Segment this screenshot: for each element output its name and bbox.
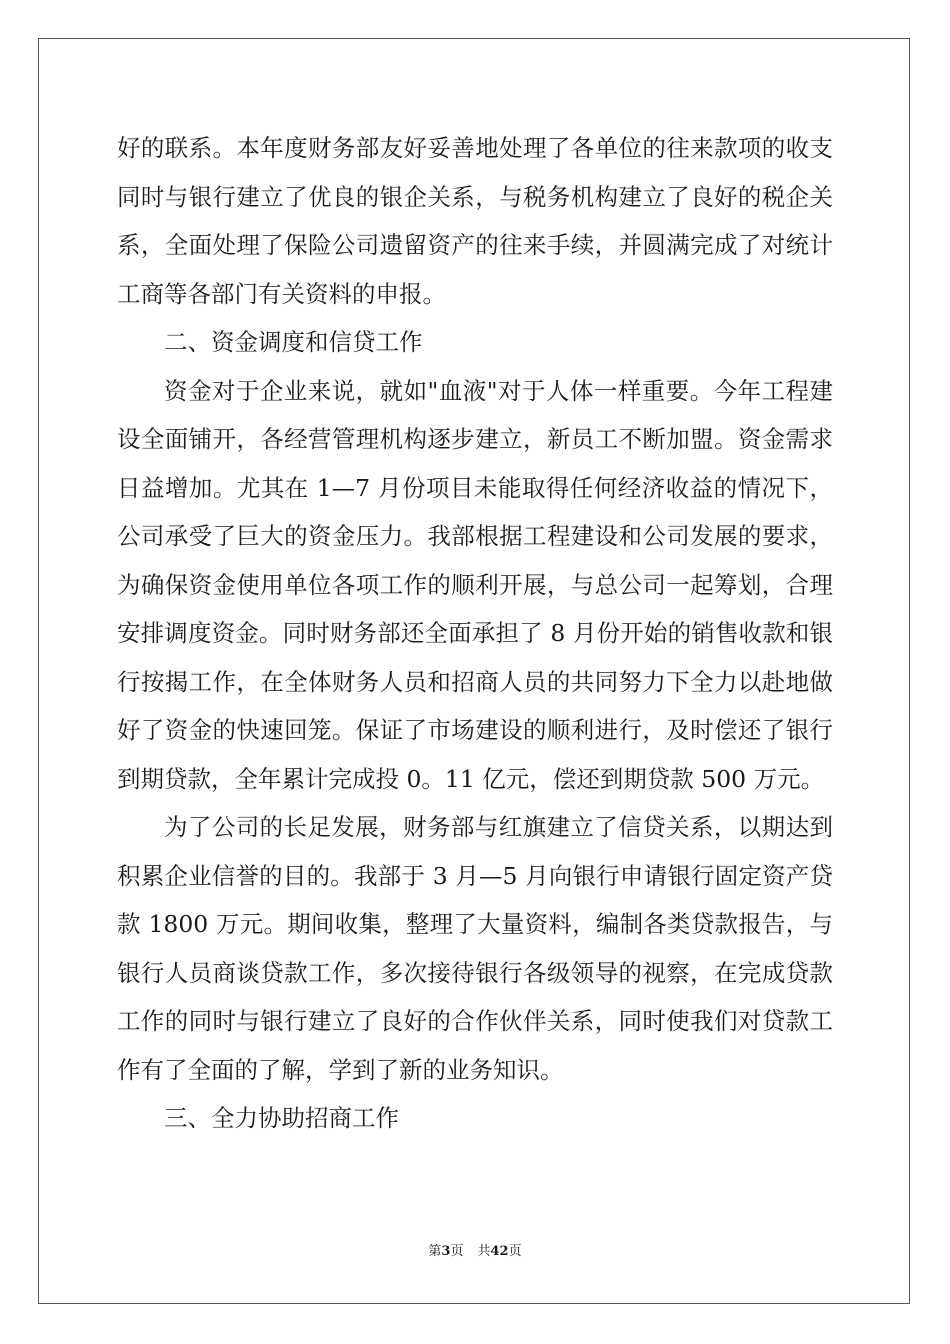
total-suffix: 页 <box>508 1244 522 1259</box>
text-line: 到期贷款，全年累计完成投 0。11 亿元，偿还到期贷款 500 万元。 <box>117 764 825 793</box>
text-line: 为确保资金使用单位各项工作的顺利开展，与总公司一起筹划，合理 <box>117 570 833 599</box>
document-body <box>117 124 833 1143</box>
text-line: 日益增加。尤其在 1—7 月份项目未能取得任何经济收益的情况下， <box>117 473 833 502</box>
text-line: 积累企业信誉的目的。我部于 3 月—5 月向银行申请银行固定资产贷 <box>117 861 833 890</box>
page-number: 3 <box>441 1244 451 1259</box>
page-footer <box>0 1240 950 1259</box>
text-line: 好了资金的快速回笼。保证了市场建设的顺利进行，及时偿还了银行 <box>117 716 833 744</box>
section-heading: 二、资金调度和信贷工作 <box>164 328 423 356</box>
text-line: 工商等各部门有关资料的申报。 <box>117 279 446 308</box>
total-prefix: 共 <box>477 1244 491 1259</box>
text-line: 安排调度资金。同时财务部还全面承担了 8 月份开始的销售收款和银 <box>117 619 833 647</box>
text-line: 工作的同时与银行建立了良好的合作伙伴关系，同时使我们对贷款工 <box>117 1007 833 1035</box>
text-line: 系，全面处理了保险公司遗留资产的往来手续，并圆满完成了对统计 <box>117 231 833 259</box>
text-line: 款 1800 万元。期间收集，整理了大量资料，编制各类贷款报告，与 <box>117 910 833 938</box>
page-prefix: 第 <box>428 1244 442 1259</box>
text-line: 公司承受了巨大的资金压力。我部根据工程建设和公司发展的要求， <box>117 522 833 550</box>
text-line: 行按揭工作，在全体财务人员和招商人员的共同努力下全力以赴地做 <box>117 667 833 696</box>
text-line: 好的联系。本年度财务部友好妥善地处理了各单位的往来款项的收支 <box>117 134 833 162</box>
text-line: 资金对于企业来说，就如"血液"对于人体一样重要。今年工程建 <box>164 376 833 405</box>
text-line: 设全面铺开，各经营管理机构逐步建立，新员工不断加盟。资金需求 <box>117 425 833 453</box>
section-heading: 三、全力协助招商工作 <box>164 1104 399 1132</box>
total-pages: 42 <box>490 1244 509 1259</box>
text-line: 作有了全面的了解，学到了新的业务知识。 <box>117 1055 564 1084</box>
page-suffix: 页 <box>450 1244 464 1259</box>
text-line: 银行人员商谈贷款工作，多次接待银行各级领导的视察，在完成贷款 <box>117 958 833 987</box>
text-line: 同时与银行建立了优良的银企关系，与税务机构建立了良好的税企关 <box>117 182 833 211</box>
text-line: 为了公司的长足发展，财务部与红旗建立了信贷关系，以期达到 <box>164 813 833 841</box>
